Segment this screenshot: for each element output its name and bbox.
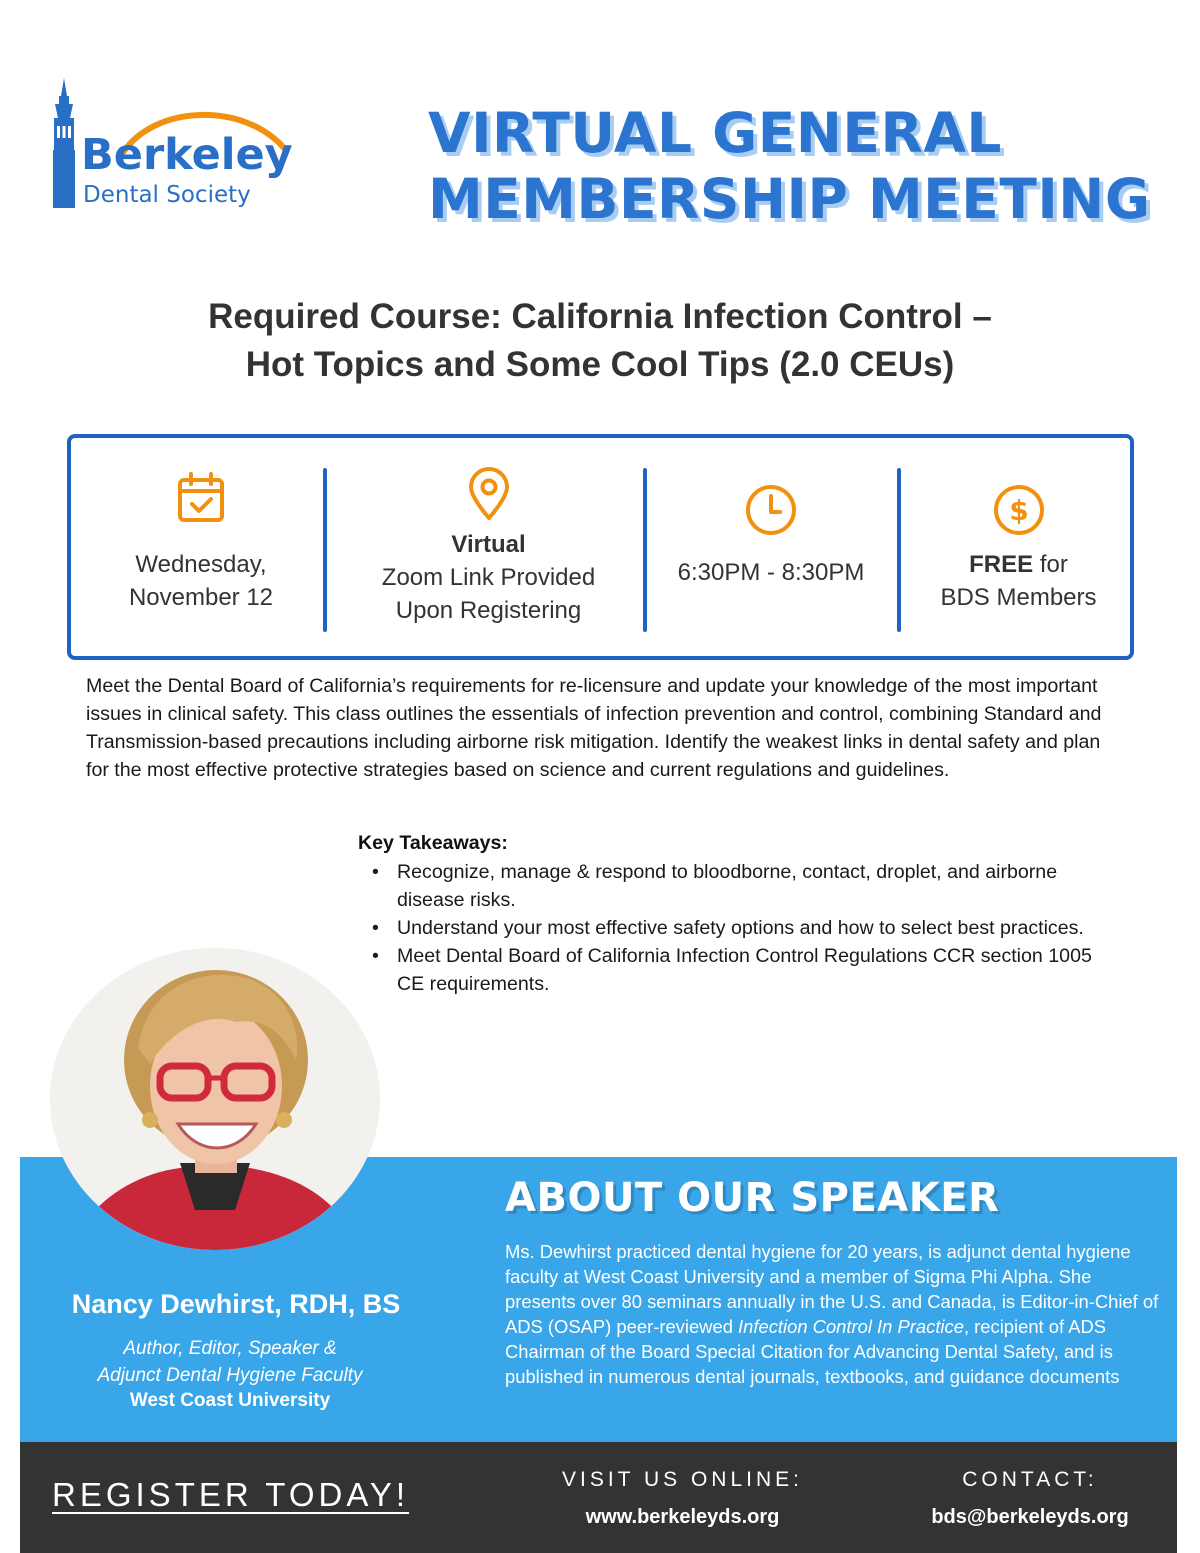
title-line-1: VIRTUAL GENERAL [428, 101, 1002, 165]
divider [897, 468, 901, 632]
price-free: FREE [969, 551, 1034, 578]
speaker-name: Nancy Dewhirst, RDH, BS [71, 1289, 401, 1319]
price-line-2: BDS Members [940, 584, 1097, 611]
course-description: Meet the Dental Board of California’s requirements for re-licensure and update your knowledge of the most important issues in clinical safety. This class outlines the essentials of infection prevention and control, combining Standard and Transmission-based precautions including airborne risk mitigation. Identify the weakest links in dental safety and plan for the most effective protective strategies based on science and current regulations and guidelines. [86, 675, 1102, 781]
speaker-role [20, 1335, 440, 1389]
speaker-portrait-illustration [50, 948, 380, 1250]
time-column [656, 438, 886, 656]
location-column [346, 438, 631, 656]
clock-icon [743, 482, 799, 538]
visit-online-label: VISIT US ONLINE: [562, 1468, 803, 1491]
title-line-2: MEMBERSHIP MEETING [428, 167, 1151, 231]
website-link[interactable]: www.berkeleyds.org [585, 1506, 780, 1528]
contact-email-link[interactable]: bds@berkeleyds.org [931, 1506, 1129, 1528]
divider [643, 468, 647, 632]
price-column [906, 438, 1131, 656]
list-item: • Recognize, manage & respond to bloodborne, contact, droplet, and airborne disease risks. [372, 858, 1112, 914]
location-line-1: Zoom Link Provided [381, 564, 596, 591]
course-title-line-2: Hot Topics and Some Cool Tips (2.0 CEUs) [245, 345, 955, 384]
time-text: 6:30PM - 8:30PM [677, 559, 865, 586]
speaker-photo [50, 948, 380, 1250]
svg-text:$: $ [1008, 494, 1029, 527]
date-line-1: Wednesday, [135, 551, 267, 578]
location-title: Virtual [451, 531, 526, 558]
event-info-box [67, 434, 1134, 660]
date-column [81, 438, 321, 656]
price-for: for [1033, 551, 1068, 578]
visit-online-block [540, 1468, 825, 1529]
course-title [0, 293, 1200, 389]
key-takeaways-heading: Key Takeaways: [358, 832, 508, 854]
page-title [428, 100, 1188, 232]
date-line-2: November 12 [128, 584, 274, 611]
divider [323, 468, 327, 632]
location-line-2: Upon Registering [395, 597, 582, 624]
course-title-line-1: Required Course: California Infection Control – [208, 297, 992, 336]
about-speaker-heading: ABOUT OUR SPEAKER [505, 1175, 1000, 1221]
speaker-university: West Coast University [129, 1390, 331, 1411]
logo-dental-society-text: Dental Society [83, 182, 251, 208]
key-takeaways-list [372, 858, 1112, 998]
contact-block [900, 1468, 1160, 1529]
footer [20, 1442, 1177, 1553]
bio-text-1: Ms. Dewhirst practiced dental hygiene for 20 years, is adjunct dental hygiene faculty at West Coast University and a member of Sigma Phi Alpha. She presents over 80 seminars annually in the U.S. and Canada, is Editor-in-Chief of ADS (OSAP) peer-reviewed [505, 1241, 1159, 1337]
logo-berkeley-text: Berkeley [81, 130, 293, 180]
berkeley-dental-society-logo [44, 78, 344, 218]
location-pin-icon [461, 466, 517, 522]
speaker-role-line-1: Author, Editor, Speaker & [123, 1338, 337, 1359]
list-item: • Understand your most effective safety options and how to select best practices. [372, 914, 1112, 942]
speaker-bio [505, 1239, 1165, 1389]
calendar-check-icon [173, 470, 229, 526]
contact-label: CONTACT: [962, 1468, 1098, 1491]
campanile-tower-icon [44, 78, 84, 208]
speaker-role-line-2: Adjunct Dental Hygiene Faculty [97, 1365, 363, 1386]
bio-text-2: , recipient of ADS Chairman of the Board Special Citation for Advancing Dental Safety, and is published in numerous dental journals, textbooks, and guidance documents [505, 1316, 1120, 1387]
bio-publication-title: Infection Control In Practice [738, 1316, 964, 1337]
list-item: • Meet Dental Board of California Infection Control Regulations CCR section 1005 CE requirements. [372, 942, 1112, 998]
register-today-link[interactable]: REGISTER TODAY! [52, 1476, 410, 1513]
price-line-1 [969, 548, 1068, 581]
dollar-icon [991, 482, 1047, 538]
